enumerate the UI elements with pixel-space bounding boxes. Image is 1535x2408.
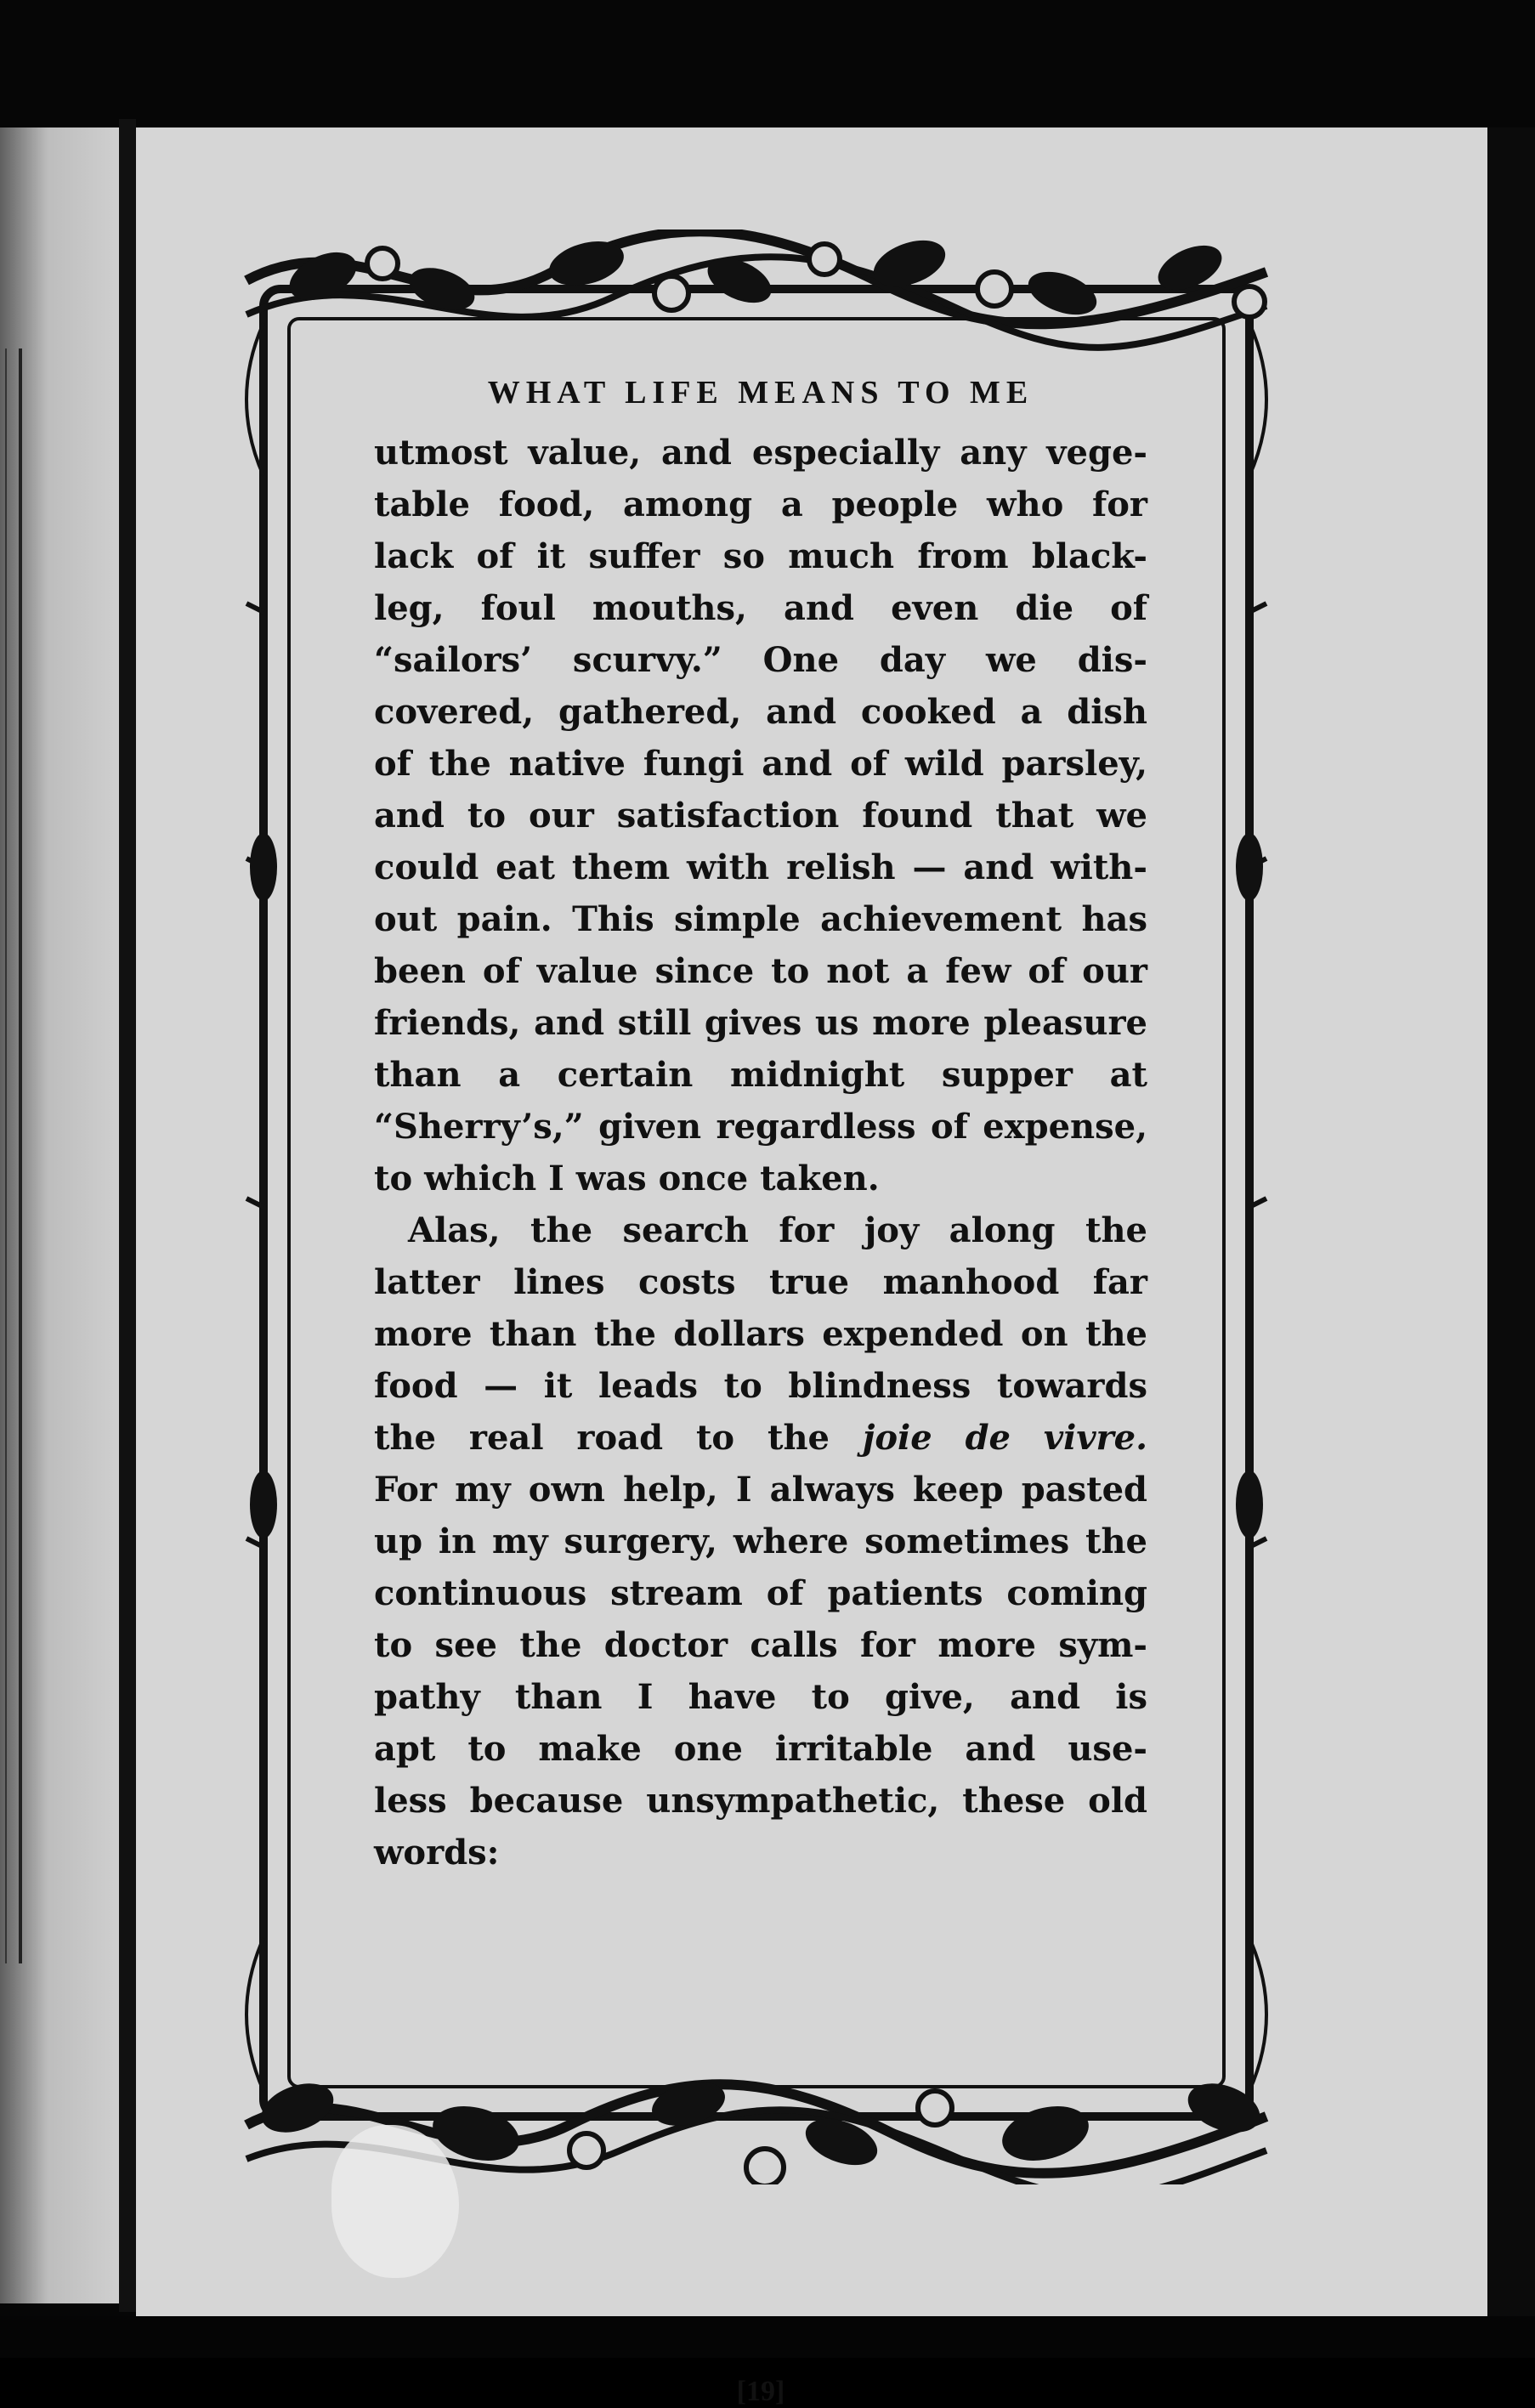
text-line: food — it leads to blindness towards (374, 1366, 1147, 1406)
text-line: continuous stream of patients coming (374, 1573, 1147, 1613)
text-line: friends, and still gives us more pleasure (374, 1003, 1147, 1043)
text-line: “Sherry’s,” given regardless of expense, (374, 1107, 1147, 1147)
page-number: [19] (736, 2376, 785, 2407)
text-line: Alas, the search for joy along the (408, 1210, 1147, 1250)
text-line: leg, foul mouths, and even die of (374, 588, 1147, 628)
text-line: been of value since to not a few of our (374, 951, 1147, 991)
text-line: out pain. This simple achievement has (374, 899, 1147, 939)
book-gutter (119, 119, 136, 2312)
film-right-edge (1487, 127, 1535, 2337)
text-line: pathy than I have to give, and is (374, 1677, 1147, 1717)
text-line: could eat them with relish — and with- (374, 847, 1147, 887)
text-line: apt to make one irritable and use- (374, 1729, 1147, 1769)
text-line: and to our satisfaction found that we (374, 796, 1147, 836)
text-line: to see the doctor calls for more sym- (374, 1625, 1147, 1665)
text-line: of the native fungi and of wild parsley, (374, 744, 1147, 784)
text-line: latter lines costs true manhood far (374, 1262, 1147, 1302)
text-line: covered, gathered, and cooked a dish (374, 692, 1147, 732)
text-line: less because unsympathetic, these old (374, 1781, 1147, 1821)
text-block (374, 374, 1148, 2407)
text-line: to which I was once taken. (374, 1159, 880, 1198)
text-line: utmost value, and especially any vege- (374, 433, 1147, 473)
text-line: For my own help, I always keep pasted (374, 1470, 1147, 1510)
text-line: words: (374, 1833, 500, 1873)
text-line: “sailors’ scurvy.” One day we dis- (374, 640, 1147, 680)
facing-page-border-fragment (5, 348, 22, 1963)
text-line: up in my surgery, where sometimes the (374, 1521, 1147, 1561)
text-line: than a certain midnight supper at (374, 1055, 1147, 1095)
paragraph-1 (374, 427, 1147, 1204)
text-line: table food, among a people who for (374, 484, 1147, 524)
italic-phrase: joie de vivre. (862, 1418, 1148, 1458)
running-head: WHAT LIFE MEANS TO ME (487, 375, 1034, 411)
text-line: more than the dollars expended on the (374, 1314, 1147, 1354)
film-bottom-edge (0, 2316, 1535, 2358)
text-line-with-italic (374, 1412, 1147, 1464)
line-prefix: the real road to the (374, 1418, 863, 1458)
facing-page-edge (0, 127, 119, 2303)
paragraph-2 (374, 1204, 1147, 1878)
text-line: lack of it suffer so much from black- (374, 536, 1147, 576)
